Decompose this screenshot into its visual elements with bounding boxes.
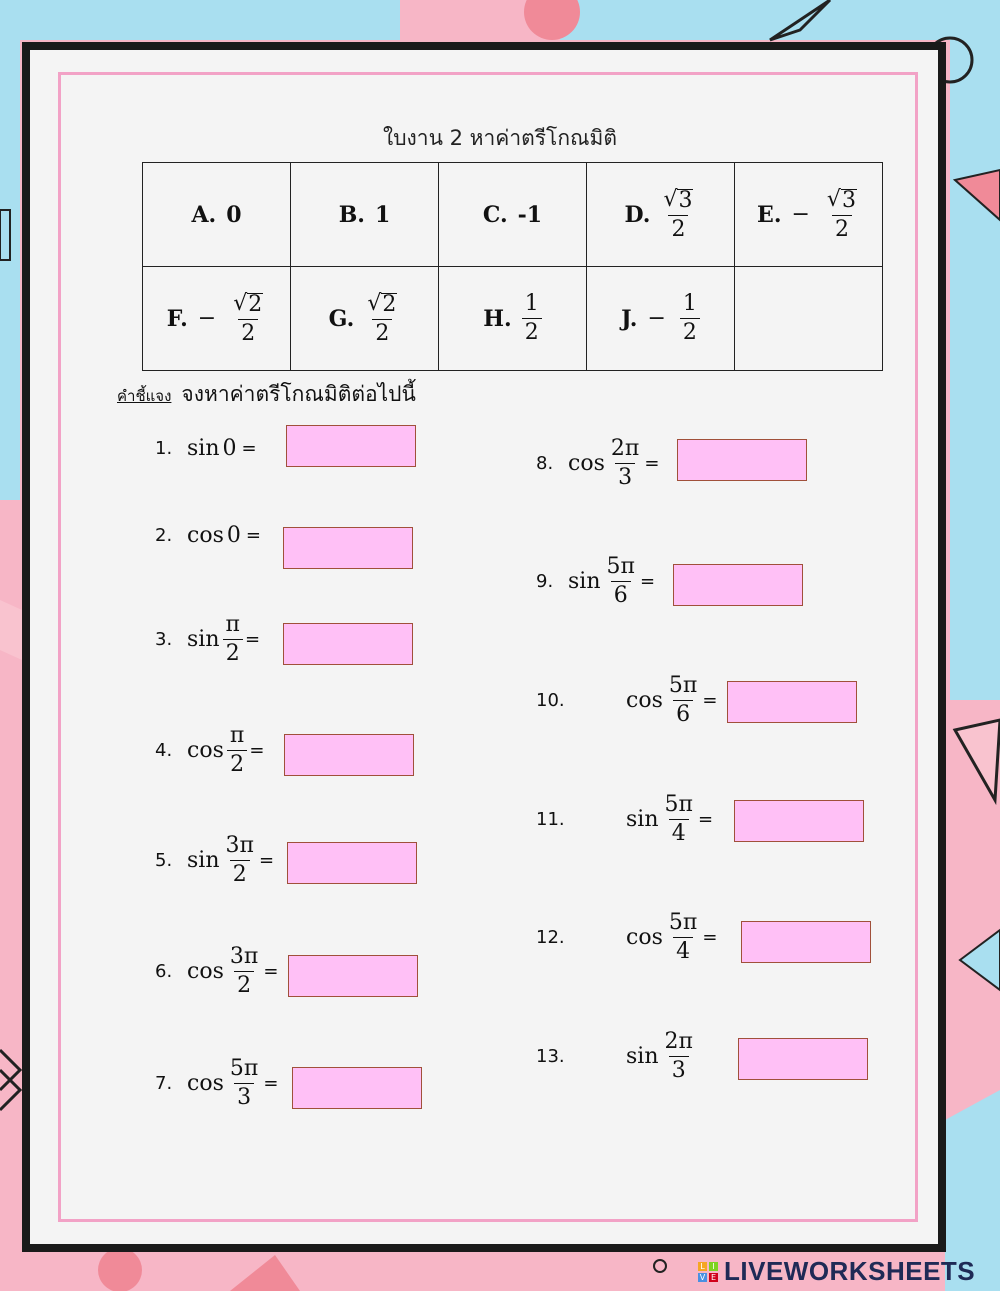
- logo-squares-icon: L I V E: [699, 1261, 717, 1282]
- choice-cell-g: G. √ 2 2: [291, 267, 439, 371]
- question-2: 2. cos 0 =: [155, 523, 261, 548]
- choice-cell-f: F. − √ 2 2: [143, 267, 291, 371]
- answer-box-5[interactable]: [287, 842, 417, 884]
- question-12: 12. cos $\frac{5\pi}{4}$ =: [536, 910, 718, 964]
- instructions-text: จงหาค่าตรีโกณมิติต่อไปนี้: [181, 382, 416, 406]
- answer-box-1[interactable]: [286, 425, 416, 467]
- liveworksheets-logo: [698, 1256, 975, 1287]
- answer-box-13[interactable]: [738, 1038, 868, 1080]
- question-10: 10. cos $\frac{5\pi}{6}$ =: [536, 673, 718, 727]
- choice-cell-a: A. 0: [143, 163, 291, 267]
- question-8: 8. cos $\frac{2\pi}{3}$ =: [536, 436, 660, 490]
- question-11: 11. sin $\frac{5\pi}{4}$ =: [536, 792, 714, 846]
- logo-text: LIVEWORKSHEETS: [724, 1256, 976, 1286]
- choice-cell-h: H. $\frac{1}{2}$: [439, 267, 587, 371]
- answer-box-10[interactable]: [727, 681, 857, 723]
- answer-box-2[interactable]: [283, 527, 413, 569]
- choice-cell-d: D. √ 3 2: [587, 163, 735, 267]
- answer-box-12[interactable]: [741, 921, 871, 963]
- instructions-label: คำชี้แจง: [117, 387, 172, 405]
- question-9: 9. sin $\frac{5\pi}{6}$ =: [536, 554, 656, 608]
- question-4: 4. cos $\frac{\pi}{2}$ =: [155, 723, 265, 777]
- worksheet-title: ใบงาน 2 หาค่าตรีโกณมิติ: [382, 126, 618, 150]
- answer-choices-table: [142, 162, 883, 371]
- question-6: 6. cos $\frac{3\pi}{2}$ =: [155, 944, 279, 998]
- question-1: 1. sin 0 =: [155, 436, 257, 461]
- question-13: 13. sin $\frac{2\pi}{3}$: [536, 1029, 693, 1083]
- answer-box-3[interactable]: [283, 623, 413, 665]
- instructions: [117, 378, 416, 411]
- answer-box-8[interactable]: [677, 439, 807, 481]
- answer-box-9[interactable]: [673, 564, 803, 606]
- question-3: 3. sin $\frac{\pi}{2}$ =: [155, 612, 261, 666]
- answer-box-7[interactable]: [292, 1067, 422, 1109]
- choice-cell-j: J. − $\frac{1}{2}$: [587, 267, 735, 371]
- choice-cell-c: C. -1: [439, 163, 587, 267]
- question-7: 7. cos $\frac{5\pi}{3}$ =: [155, 1056, 279, 1110]
- choice-cell-empty: [735, 267, 883, 371]
- answer-box-11[interactable]: [734, 800, 864, 842]
- answer-box-4[interactable]: [284, 734, 414, 776]
- answer-box-6[interactable]: [288, 955, 418, 997]
- choice-cell-e: E. − √ 3 2: [735, 163, 883, 267]
- choice-cell-b: B. 1: [291, 163, 439, 267]
- question-5: 5. sin $\frac{3\pi}{2}$ =: [155, 833, 275, 887]
